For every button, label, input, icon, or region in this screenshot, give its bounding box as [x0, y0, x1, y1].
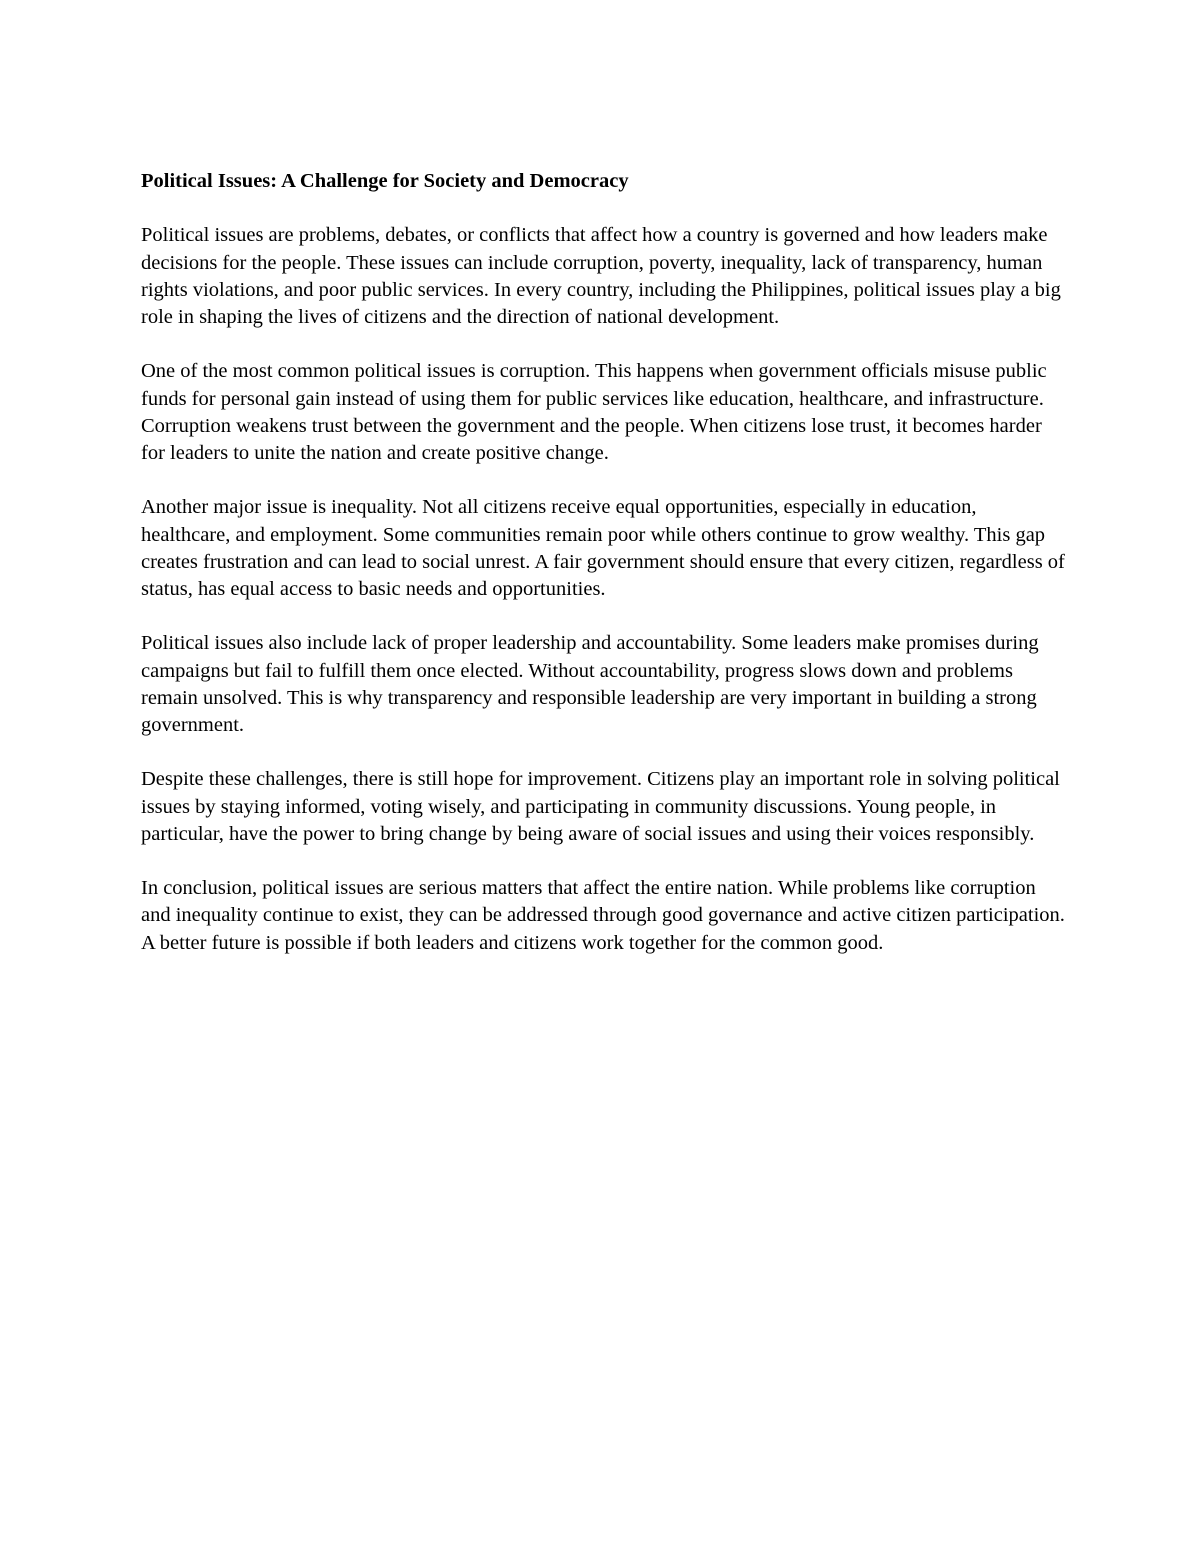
paragraph-corruption: One of the most common political issues is corruption. This happens when government officials misuse public funds for personal gain instead of using them for public services like education, healthcare, and infrastructure. Corruption weakens trust between the government and the people. When citizens lose trust, it becomes harder for leaders to unite the nation and create positive change. [141, 360, 1047, 464]
paragraph-introduction: Political issues are problems, debates, or conflicts that affect how a country is governed and how leaders make decisions for the people. These issues can include corruption, poverty, inequality, lack of transparency, human rights violations, and poor public services. In every country, including the Philippines, political issues play a big role in shaping the lives of citizens and the direction of national development. [141, 224, 1061, 328]
document-body [141, 168, 1066, 957]
paragraph-leadership: Political issues also include lack of proper leadership and accountability. Some leaders make promises during campaigns but fail to fulfill them once elected. Without accountability, progress slows down and problems remain unsolved. This is why transparency and responsible leadership are very important in building a strong government. [141, 632, 1039, 736]
paragraph-citizens-role: Despite these challenges, there is still hope for improvement. Citizens play an important role in solving political issues by staying informed, voting wisely, and participating in community discussions. Young people, in particular, have the power to bring change by being aware of social issues and using their voices responsibly. [141, 768, 1060, 845]
paragraph-inequality: Another major issue is inequality. Not all citizens receive equal opportunities, especially in education, healthcare, and employment. Some communities remain poor while others continue to grow wealthy. This gap creates frustration and can lead to social unrest. A fair government should ensure that every citizen, regardless of status, has equal access to basic needs and opportunities. [141, 496, 1065, 600]
document-title: Political Issues: A Challenge for Society and Democracy [141, 170, 629, 192]
paragraph-conclusion: In conclusion, political issues are serious matters that affect the entire nation. While problems like corruption and inequality continue to exist, they can be addressed through good governance and active citizen participation. A better future is possible if both leaders and citizens work together for the common good. [141, 877, 1065, 954]
